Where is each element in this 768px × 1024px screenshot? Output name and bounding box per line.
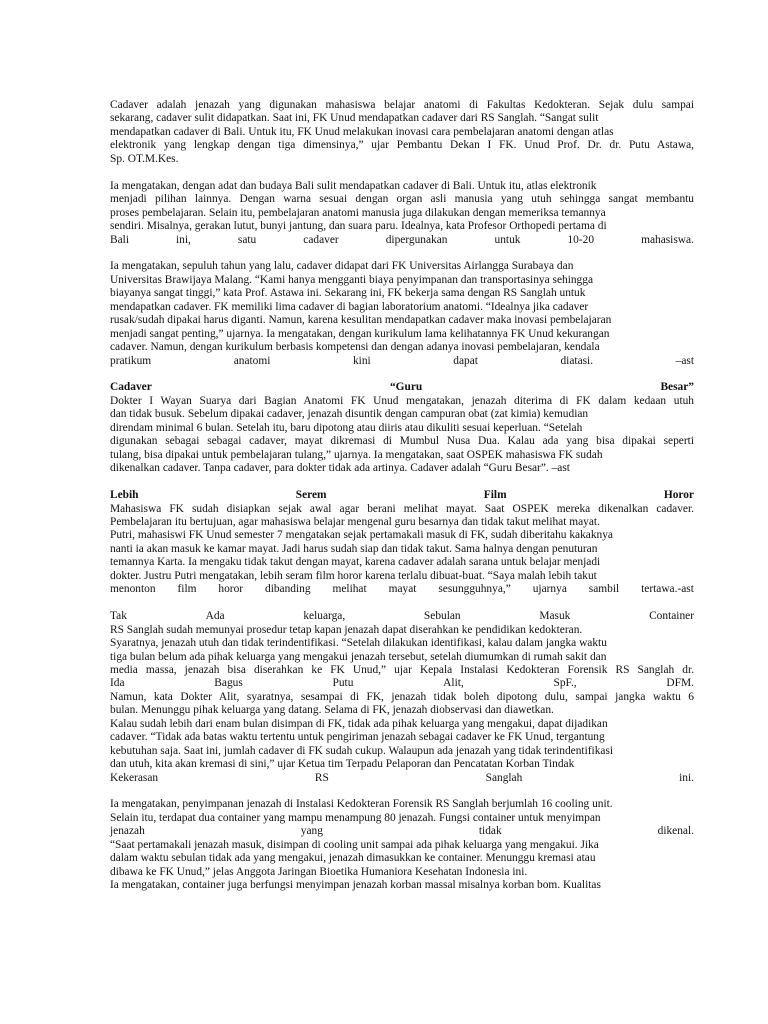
word: dipergunakan bbox=[385, 233, 448, 246]
word: tertawa.-ast bbox=[641, 583, 694, 596]
text-line: Namun, kata Dokter Alit, syaratnya, sesampai di FK, jenazah tidak boleh dipotong dulu, sampai jangka waktu 6 bbox=[110, 690, 694, 703]
heading-word: Horor bbox=[663, 489, 694, 502]
word: ujarnya bbox=[532, 583, 567, 596]
text-line-justified bbox=[110, 234, 694, 247]
text-line: elektronik yang lengkap dengan tiga dimensinya,” ujar Pembantu Dekan I FK. Unud Prof. Dr. dr. Putu Astawa, bbox=[110, 139, 694, 152]
heading-word: Serem bbox=[295, 489, 327, 502]
section-guru-besar bbox=[110, 381, 694, 475]
heading-word: Lebih bbox=[110, 489, 139, 502]
text-line-justified bbox=[110, 355, 694, 368]
text-line: dan utuh, kita akan kremasi di sini,” ujar Ketua tim Terpadu Pelaporan dan Pencatatan Korban Tindak bbox=[110, 758, 575, 771]
text-line: Sp. OT.M.Kes. bbox=[110, 152, 179, 165]
heading-word: Masuk bbox=[539, 610, 571, 623]
text-line: tulang, bisa dipakai untuk pembelajaran tulang,” ujarnya. Ia mengatakan, saat OSPEK mahasiswa FK sudah bbox=[110, 448, 603, 461]
word: Putu bbox=[332, 677, 354, 690]
text-line: cadaver. Namun, dengan kurikulum berbasis kompetensi dan dengan adanya inovasi pembelajaran, kendala bbox=[110, 341, 600, 354]
heading-word: Ada bbox=[205, 610, 225, 623]
word: RS bbox=[314, 771, 329, 784]
text-line-justified bbox=[110, 772, 694, 785]
text-line: RS Sanglah sudah memunyai prosedur tetap kapan jenazah dapat diserahkan ke pendidikan kedokteran. bbox=[110, 623, 583, 636]
word: kini bbox=[352, 354, 371, 367]
section-film-horor bbox=[110, 489, 694, 597]
word: melihat bbox=[332, 583, 367, 596]
text-line: Ia mengatakan, sepuluh tahun yang lalu, cadaver didapat dari FK Universitas Airlangga Surabaya dan bbox=[110, 260, 574, 273]
text-line: nanti ia akan masuk ke kamar mayat. Jadi harus sudah siap dan tidak takut. Sama halnya dengan penuturan bbox=[110, 542, 598, 555]
heading-word: Tak bbox=[110, 610, 127, 623]
word: sambil bbox=[588, 583, 620, 596]
text-line: sendiri. Misalnya, gerakan lutut, bunyi jantung, dan suara paru. Idealnya, kata Profesor Orthopedi pertama di bbox=[110, 220, 607, 233]
text-line: Putri, mahasiswi FK Unud semester 7 mengatakan sejak pertamakali masuk di FK, sudah diberitahu kakaknya bbox=[110, 529, 613, 542]
text-line: Dokter I Wayan Suarya dari Bagian Anatomi FK Unud mengatakan, jenazah diterima di FK dalam kedaan utuh bbox=[110, 394, 694, 407]
word: pratikum bbox=[110, 354, 152, 367]
word: ini. bbox=[679, 771, 694, 784]
text-line: “Saat pertamakali jenazah masuk, disimpan di cooling unit sampai ada pihak keluarga yang mengakui. Jika bbox=[110, 838, 599, 851]
text-line: rusak/sudah dipakai harus diganti. Namun, karena kesulitan mendapatkan cadaver maka inovasi pembelajaran bbox=[110, 314, 612, 327]
text-line: dalam waktu sebulan tidak ada yang mengakui, jenazah dimasukkan ke container. Menunggu kremasi atau bbox=[110, 852, 596, 865]
text-line: dikenalkan cadaver. Tanpa cadaver, para dokter tidak ada artinya. Cadaver adalah “Guru Besar”. –ast bbox=[110, 462, 570, 475]
heading-word: Sebulan bbox=[423, 610, 461, 623]
text-line: direndam minimal 6 bulan. Setelah itu, baru dipotong atau diiris atau dikuliti sesuai keperluan. “Setelah bbox=[110, 421, 583, 434]
text-line: Universitas Brawijaya Malang. “Kami hanya mengganti biaya penyimpanan dan transportasinya sehingga bbox=[110, 273, 594, 286]
section-heading bbox=[110, 381, 694, 394]
text-line: Cadaver adalah jenazah yang digunakan mahasiswa belajar anatomi di Fakultas Kedokteran. Sejak dulu sampai bbox=[110, 99, 694, 111]
word: dikenal. bbox=[657, 825, 694, 838]
text-line: dan tidak busuk. Sebelum dipakai cadaver, jenazah disuntik dengan campuran obat (zat kimia) kemudian bbox=[110, 408, 589, 421]
word: satu bbox=[237, 233, 257, 246]
text-line: tiga bulan belum ada pihak keluarga yang mengakui jenazah tersebut, setelah diumumkan di rumah sakit dan bbox=[110, 650, 607, 663]
text-line: Selain itu, terdapat dua container yang mampu menampung 80 jenazah. Fungsi container untuk menyimpan bbox=[110, 811, 601, 824]
paragraph-intro bbox=[110, 99, 694, 166]
word: diatasi. bbox=[560, 354, 594, 367]
heading-word: Container bbox=[649, 610, 694, 623]
word: SpF., bbox=[553, 677, 577, 690]
heading-word: Cadaver bbox=[110, 381, 152, 394]
word: jenazah bbox=[110, 825, 145, 838]
word: untuk bbox=[494, 233, 521, 246]
section-container bbox=[110, 610, 694, 785]
text-line: Kalau sudah lebih dari enam bulan disimpan di FK, tidak ada pihak keluarga yang mengakui, dapat dijadikan bbox=[110, 717, 608, 730]
word: dapat bbox=[453, 354, 478, 367]
word: tidak bbox=[478, 825, 502, 838]
paragraph-cooling-unit bbox=[110, 798, 694, 892]
word: Kekerasan bbox=[110, 771, 159, 784]
word: mayat bbox=[388, 583, 417, 596]
word: dibanding bbox=[265, 583, 311, 596]
text-line: Syaratnya, jenazah utuh dan tidak terindentifikasi. “Setelah dilakukan identifikasi, kalau dalam jangka waktu bbox=[110, 637, 607, 650]
word: film bbox=[177, 583, 197, 596]
section-heading bbox=[110, 489, 694, 502]
word: menonton bbox=[110, 583, 156, 596]
word: yang bbox=[300, 825, 323, 838]
text-line: Mahasiswa FK sudah disiapkan sejak awal agar berani melihat mayat. Saat OSPEK mereka dikenalkan cadaver. bbox=[110, 502, 695, 515]
text-line: sekarang, cadaver sulit didapatkan. Saat ini, FK Unud mendapatkan cadaver dari RS Sanglah. “Sangat sulit bbox=[110, 112, 599, 125]
text-line: Pembelajaran itu bertujuan, agar mahasiswa belajar mengenal guru besarnya dan tidak takut melihat mayat. bbox=[110, 515, 600, 528]
heading-word: “Guru bbox=[389, 381, 423, 394]
text-line: proses pembelajaran. Selain itu, pembelajaran anatomi manusia juga dilakukan dengan memeriksa temannya bbox=[110, 206, 606, 219]
text-line: temannya Karta. Ia mengaku tidak takut dengan mayat, karena cadaver adalah sarana untuk belajar menjadi bbox=[110, 556, 601, 569]
text-line: dibawa ke FK Unud,” jelas Anggota Jaringan Bioetika Humaniora Kesehatan Indonesia ini. bbox=[110, 865, 528, 878]
text-line: digunakan sebagai sebagai cadaver, mayat dikremasi di Mumbul Nusa Dua. Kalau ada yang bisa dipakai seperti bbox=[110, 435, 694, 448]
text-line-justified bbox=[110, 677, 694, 690]
paragraph-atlas bbox=[110, 180, 694, 247]
word: anatomi bbox=[233, 354, 271, 367]
word: horor bbox=[218, 583, 244, 596]
document-page bbox=[110, 99, 694, 893]
word: cadaver bbox=[303, 233, 339, 246]
heading-word: keluarga, bbox=[303, 610, 346, 623]
text-line: Ia mengatakan, container juga berfungsi menyimpan jenazah korban massal misalnya korban bom. Kualitas bbox=[110, 879, 601, 892]
text-line: menjadi sangat penting,” ujarnya. Ia mengatakan, dengan kurikulum lama kelihatannya FK Unud kekurangan bbox=[110, 327, 610, 340]
word: Bali bbox=[110, 233, 129, 246]
text-line-justified bbox=[110, 583, 694, 596]
section-heading bbox=[110, 610, 694, 623]
text-line: biayanya sangat tinggi,” kata Prof. Astawa ini. Sekarang ini, FK bekerja sama dengan RS Sanglah untuk bbox=[110, 287, 586, 300]
text-line: kebutuhan saja. Saat ini, jumlah cadaver di FK sudah cukup. Walaupun ada jenazah yang tidak terindentifikasi bbox=[110, 744, 614, 757]
word: sesungguhnya,” bbox=[438, 583, 511, 596]
word: mahasiswa. bbox=[641, 233, 694, 246]
paragraph-history bbox=[110, 260, 694, 368]
word: Alit, bbox=[443, 677, 464, 690]
word: 10-20 bbox=[567, 233, 595, 246]
text-line: menjadi pilihan lainnya. Dengan warna sesuai dengan organ asli manusia yang utuh sehingga sangat membantu bbox=[110, 193, 694, 206]
word: DFM. bbox=[666, 677, 694, 690]
text-line: dokter. Justru Putri mengatakan, lebih seram film horor karena terlalu dibuat-buat. “Saya malah lebih takut bbox=[110, 569, 597, 582]
word: Bagus bbox=[214, 677, 243, 690]
text-line: Ia mengatakan, dengan adat dan budaya Bali sulit mendapatkan cadaver di Bali. Untuk itu, atlas elektronik bbox=[110, 179, 597, 192]
word: Sanglah bbox=[485, 771, 523, 784]
word: Ida bbox=[110, 677, 125, 690]
word: –ast bbox=[675, 354, 694, 367]
heading-word: Film bbox=[483, 489, 507, 502]
text-line: mendapatkan cadaver. FK memiliki lima cadaver di bagian laboratorium anatomi. “Idealnya jika cadaver bbox=[110, 300, 589, 313]
text-line: Ia mengatakan, penyimpanan jenazah di Instalasi Kedokteran Forensik RS Sanglah berjumlah 16 cooling unit. bbox=[110, 798, 613, 811]
word: ini, bbox=[176, 233, 191, 246]
text-line: cadaver. “Tidak ada batas waktu tertentu untuk pengiriman jenazah sebagai cadaver ke FK Unud, tergantung bbox=[110, 731, 605, 744]
text-line: bulan. Menunggu pihak keluarga yang datang. Selama di FK, jenazah diobservasi dan diawetkan. bbox=[110, 704, 554, 717]
text-line: media massa, jenazah bisa diserahkan ke FK Unud,” ujar Kepala Instalasi Kedokteran Forensik RS Sanglah dr. bbox=[110, 663, 694, 676]
heading-word: Besar” bbox=[660, 381, 694, 394]
text-line-justified bbox=[110, 825, 694, 838]
text-line: mendapatkan cadaver di Bali. Untuk itu, FK Unud melakukan inovasi cara pembelajaran anatomi dengan atlas bbox=[110, 125, 614, 138]
